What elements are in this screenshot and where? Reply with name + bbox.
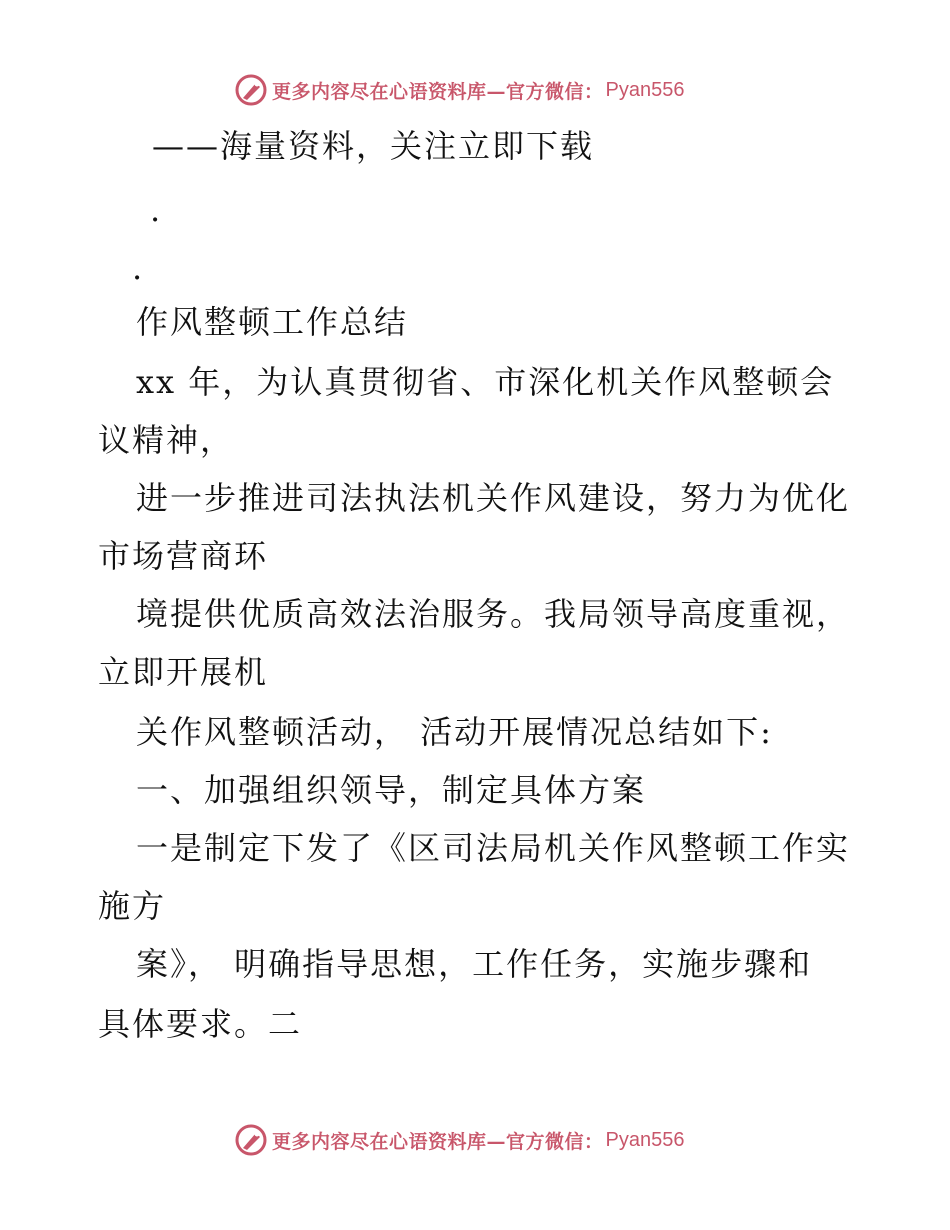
paragraph-line: 案》， 明确指导思想，工作任务，实施步骤和 (136, 945, 813, 983)
header-line: ——海量资料，关注立即下载 (152, 127, 595, 165)
pen-nib-logo-icon (234, 1123, 268, 1157)
paragraph-line: 立即开展机 (98, 653, 269, 691)
section-heading: 一、加强组织领导，制定具体方案 (136, 771, 647, 809)
paragraph-line: 市场营商环 (98, 537, 269, 575)
paragraph-line: xx 年，为认真贯彻省、市深化机关作风整顿会 (136, 363, 835, 401)
paragraph-line: 施方 (98, 887, 167, 925)
paragraph-line: 关作风整顿活动， 活动开展情况总结如下: (136, 713, 773, 751)
top-watermark (234, 72, 684, 108)
watermark-text: 更多内容尽在心语资料库—官方微信： (272, 80, 604, 103)
watermark-text: 更多内容尽在心语资料库—官方微信： (272, 1130, 604, 1153)
pen-nib-logo-icon (234, 73, 268, 107)
paragraph-line: 议精神， (98, 421, 235, 459)
paragraph-line: 境提供优质高效法治服务。我局领导高度重视， (136, 595, 851, 633)
watermark-handle: Pyan556 (605, 1128, 685, 1151)
bottom-watermark (234, 1122, 684, 1158)
dot-marker: . (132, 249, 143, 287)
paragraph-line: 进一步推进司法执法机关作风建设，努力为优化 (136, 479, 851, 517)
dot-marker: . (150, 191, 161, 229)
watermark-handle: Pyan556 (605, 78, 685, 101)
paragraph-line: 一是制定下发了《区司法局机关作风整顿工作实 (136, 829, 851, 867)
paragraph-line: 具体要求。二 (98, 1005, 303, 1043)
document-title: 作风整顿工作总结 (136, 303, 409, 341)
